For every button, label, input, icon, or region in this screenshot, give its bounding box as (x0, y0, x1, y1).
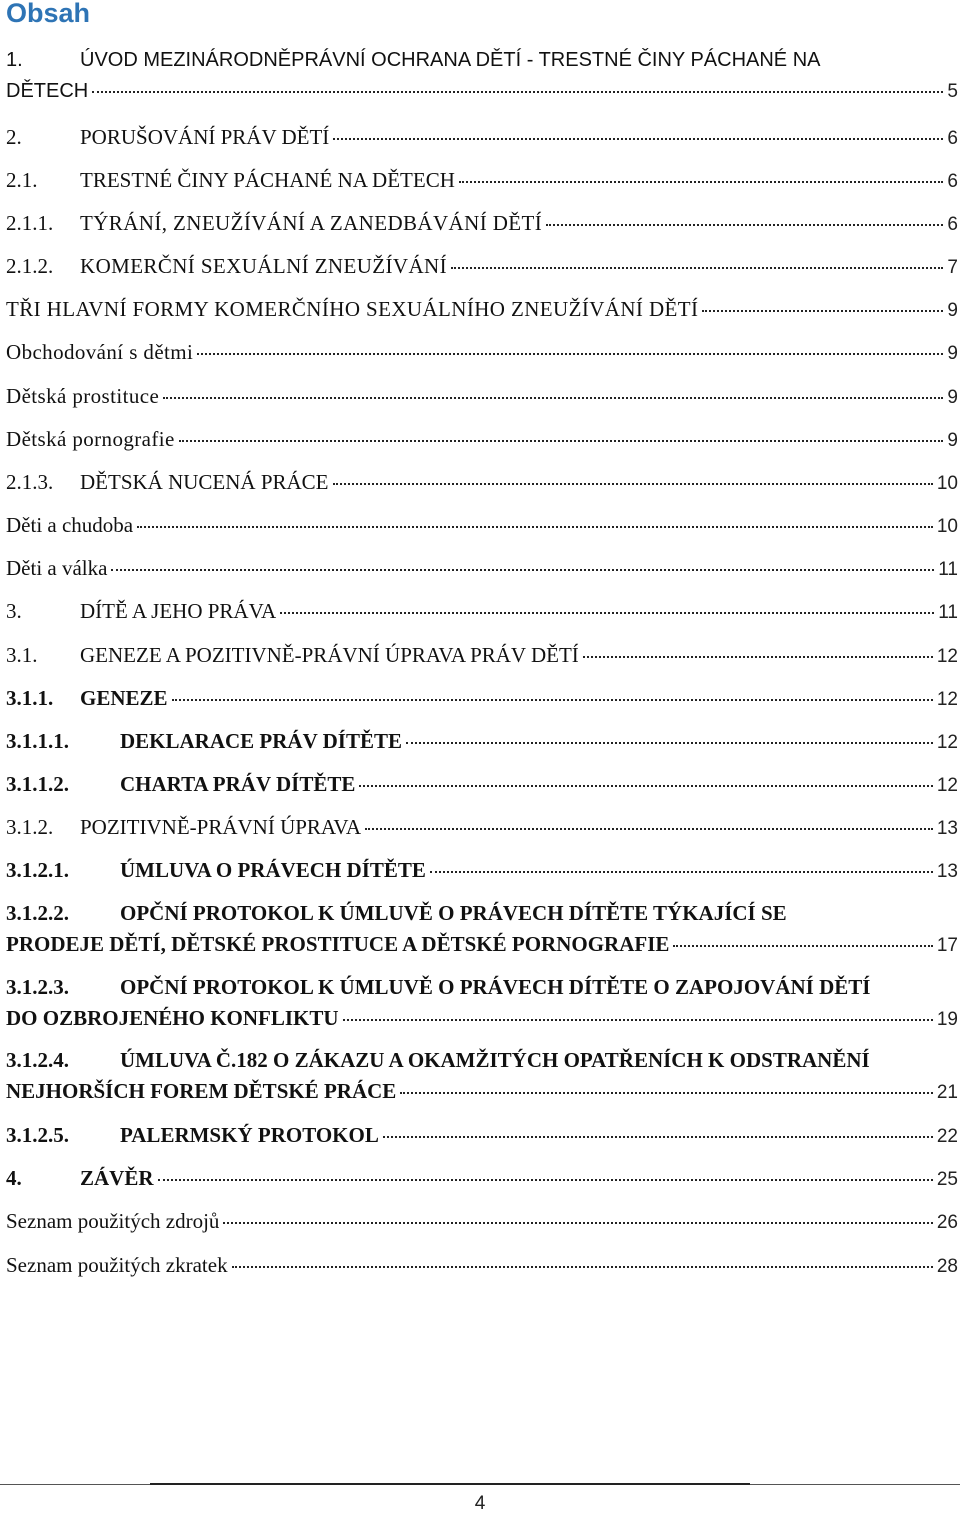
toc-entry[interactable] (6, 165, 958, 197)
toc-entry-title-continued: NEJHORŠÍCH FOREM DĚTSKÉ PRÁCE (6, 1079, 397, 1103)
dot-leader (172, 699, 933, 701)
dot-leader (583, 656, 933, 658)
toc-entry[interactable] (6, 1163, 958, 1195)
dot-leader (111, 569, 934, 571)
toc-entry-title: Dětská prostituce (6, 384, 160, 408)
toc-entry-number: 3.1.2. (6, 815, 54, 839)
toc-entry-title: TÝRÁNÍ, ZNEUŽÍVÁNÍ A ZANEDBÁVÁNÍ DĚTÍ (80, 211, 543, 235)
toc-entry-title-continued: DĚTECH (6, 80, 89, 102)
toc-entry-page: 25 (936, 1169, 958, 1190)
toc-entry-number: 3.1.2.4. (6, 1048, 69, 1072)
toc-entry-page: 10 (936, 473, 958, 494)
page-number: 4 (474, 1493, 486, 1514)
footer-divider-thick (150, 1483, 750, 1485)
dot-leader (459, 181, 944, 183)
toc-entry-page: 10 (936, 516, 958, 537)
toc-entry[interactable] (6, 553, 958, 585)
dot-leader (137, 526, 933, 528)
toc-entry[interactable] (6, 294, 958, 326)
toc-entry-page: 12 (936, 732, 958, 753)
toc-entry[interactable] (6, 972, 958, 1035)
toc-entry-title: OPČNÍ PROTOKOL K ÚMLUVĚ O PRÁVECH DÍTĚTE TÝKAJÍCÍ SE (120, 901, 787, 925)
toc-entry-page: 6 (947, 128, 958, 149)
footer-divider (0, 1484, 960, 1485)
toc-entry-title: Děti a chudoba (6, 513, 134, 537)
toc-entry-page: 5 (947, 81, 958, 102)
toc-entry-number: 2.1.2. (6, 254, 54, 278)
dot-leader (400, 1092, 933, 1094)
dot-leader (430, 871, 933, 873)
dot-leader (451, 267, 943, 269)
dot-leader (343, 1019, 933, 1021)
dot-leader (158, 1179, 933, 1181)
toc-entry-page: 9 (947, 387, 958, 408)
toc-entry[interactable] (6, 45, 958, 107)
dot-leader (223, 1222, 932, 1224)
toc-entry[interactable] (6, 424, 958, 456)
dot-leader (197, 353, 943, 355)
dot-leader (232, 1266, 933, 1268)
toc-entry-title-continued: PRODEJE DĚTÍ, DĚTSKÉ PROSTITUCE A DĚTSKÉ PORNOGRAFIE (6, 932, 670, 956)
toc-entry-title: DÍTĚ A JEHO PRÁVA (80, 599, 277, 623)
dot-leader (365, 828, 933, 830)
toc-entry[interactable] (6, 381, 958, 413)
toc-entry-number: 2.1.3. (6, 470, 54, 494)
toc-entry-title: Dětská pornografie (6, 427, 175, 451)
dot-leader (359, 785, 933, 787)
toc-entry-page: 6 (947, 214, 958, 235)
toc-entry-title: PALERMSKÝ PROTOKOL (120, 1123, 379, 1147)
toc-entry-number: 3.1.2.3. (6, 975, 69, 999)
toc-entry-number: 3.1.2.2. (6, 901, 69, 925)
dot-leader (333, 483, 933, 485)
toc-entry-number: 2.1.1. (6, 211, 54, 235)
toc-entry-title: POZITIVNĚ-PRÁVNÍ ÚPRAVA (80, 815, 361, 839)
dot-leader (673, 945, 932, 947)
toc-entry-title: DEKLARACE PRÁV DÍTĚTE (120, 729, 402, 753)
toc-entry-page: 13 (936, 861, 958, 882)
toc-entry[interactable] (6, 251, 958, 283)
toc-entry[interactable] (6, 122, 958, 154)
toc-entry-page: 6 (947, 171, 958, 192)
toc-entry-title: TŘI HLAVNÍ FORMY KOMERČNÍHO SEXUÁLNÍHO ZNEUŽÍVÁNÍ DĚTÍ (6, 297, 699, 321)
toc-entry-title: OPČNÍ PROTOKOL K ÚMLUVĚ O PRÁVECH DÍTĚTE O ZAPOJOVÁNÍ DĚTÍ (120, 975, 871, 999)
toc-entry[interactable] (6, 769, 958, 801)
dot-leader (92, 91, 943, 93)
toc-entry-title: Obchodování s dětmi (6, 340, 194, 364)
toc-entry-page: 11 (938, 559, 958, 580)
dot-leader (383, 1136, 933, 1138)
dot-leader (546, 224, 943, 226)
toc-entry-title: ÚMLUVA Č.182 O ZÁKAZU A OKAMŽITÝCH OPATŘENÍCH K ODSTRANĚNÍ (120, 1048, 870, 1072)
toc-entry-page: 12 (936, 646, 958, 667)
toc-entry-title-continued: DO OZBROJENÉHO KONFLIKTU (6, 1006, 339, 1030)
toc-heading: Obsah (6, 0, 91, 28)
toc-entry-page: 21 (936, 1082, 958, 1103)
toc-entry-number: 2.1. (6, 168, 38, 192)
toc-entry-title: KOMERČNÍ SEXUÁLNÍ ZNEUŽÍVÁNÍ (80, 254, 447, 278)
toc-entry-title: DĚTSKÁ NUCENÁ PRÁCE (80, 470, 329, 494)
toc-entry-title: Seznam použitých zkratek (6, 1253, 228, 1277)
toc-entry-number: 3.1.1.2. (6, 772, 69, 796)
toc-entry-page: 28 (936, 1256, 958, 1277)
toc-entry-number: 3.1.2.5. (6, 1123, 69, 1147)
toc-entry[interactable] (6, 510, 958, 542)
toc-entry-page: 19 (936, 1009, 958, 1030)
toc-entry[interactable] (6, 855, 958, 887)
toc-entry[interactable] (6, 898, 958, 961)
toc-entry-title: GENEZE A POZITIVNĚ-PRÁVNÍ ÚPRAVA PRÁV DĚTÍ (80, 643, 579, 667)
toc-entry-title: Seznam použitých zdrojů (6, 1209, 220, 1233)
toc-entry-title: TRESTNÉ ČINY PÁCHANÉ NA DĚTECH (80, 168, 455, 192)
toc-entry-title: CHARTA PRÁV DÍTĚTE (120, 772, 356, 796)
toc-entry-page: 9 (947, 430, 958, 451)
toc-entry-page: 26 (936, 1212, 958, 1233)
toc-entry-title: ZÁVĚR (80, 1166, 154, 1190)
toc-entry-page: 12 (936, 775, 958, 796)
toc-entry[interactable] (6, 337, 958, 369)
dot-leader (702, 310, 943, 312)
toc-entry[interactable] (6, 1206, 958, 1238)
toc-entry-title: PORUŠOVÁNÍ PRÁV DĚTÍ (80, 125, 330, 149)
toc-entry-title: Děti a válka (6, 556, 108, 580)
toc-entry[interactable] (6, 640, 958, 672)
dot-leader (179, 440, 944, 442)
toc-entry-number: 4. (6, 1166, 22, 1190)
dot-leader (406, 742, 933, 744)
toc-entry-page: 12 (936, 689, 958, 710)
toc-entry-title: ÚVOD MEZINÁRODNĚPRÁVNÍ OCHRANA DĚTÍ - TRESTNÉ ČINY PÁCHANÉ NA (80, 49, 821, 71)
dot-leader (280, 612, 934, 614)
toc-entry[interactable] (6, 1250, 958, 1282)
toc-entry-title: ÚMLUVA O PRÁVECH DÍTĚTE (120, 858, 426, 882)
dot-leader (163, 397, 943, 399)
toc-entry-number: 3.1.1. (6, 686, 54, 710)
toc-entry-page: 17 (936, 935, 958, 956)
toc-entry[interactable] (6, 683, 958, 715)
toc-entry[interactable] (6, 812, 958, 844)
toc-entry-page: 11 (938, 602, 958, 623)
toc-entry-page: 22 (936, 1126, 958, 1147)
toc-entry-title: GENEZE (80, 686, 168, 710)
toc-entry[interactable] (6, 1045, 958, 1108)
toc-entry-page: 9 (947, 300, 958, 321)
toc-entry[interactable] (6, 467, 958, 499)
dot-leader (333, 138, 943, 140)
toc-entry[interactable] (6, 726, 958, 758)
toc-entry-number: 2. (6, 125, 22, 149)
toc-entry-number: 3. (6, 599, 22, 623)
toc-entry-number: 1. (6, 49, 23, 71)
toc-entry-page: 13 (936, 818, 958, 839)
toc-entry[interactable] (6, 208, 958, 240)
toc-entry-page: 9 (947, 343, 958, 364)
toc-entry-number: 3.1. (6, 643, 38, 667)
toc-entry[interactable] (6, 1120, 958, 1152)
toc-entry-page: 7 (947, 257, 958, 278)
toc-entry[interactable] (6, 596, 958, 628)
toc-entry-number: 3.1.2.1. (6, 858, 69, 882)
toc-entry-number: 3.1.1.1. (6, 729, 69, 753)
